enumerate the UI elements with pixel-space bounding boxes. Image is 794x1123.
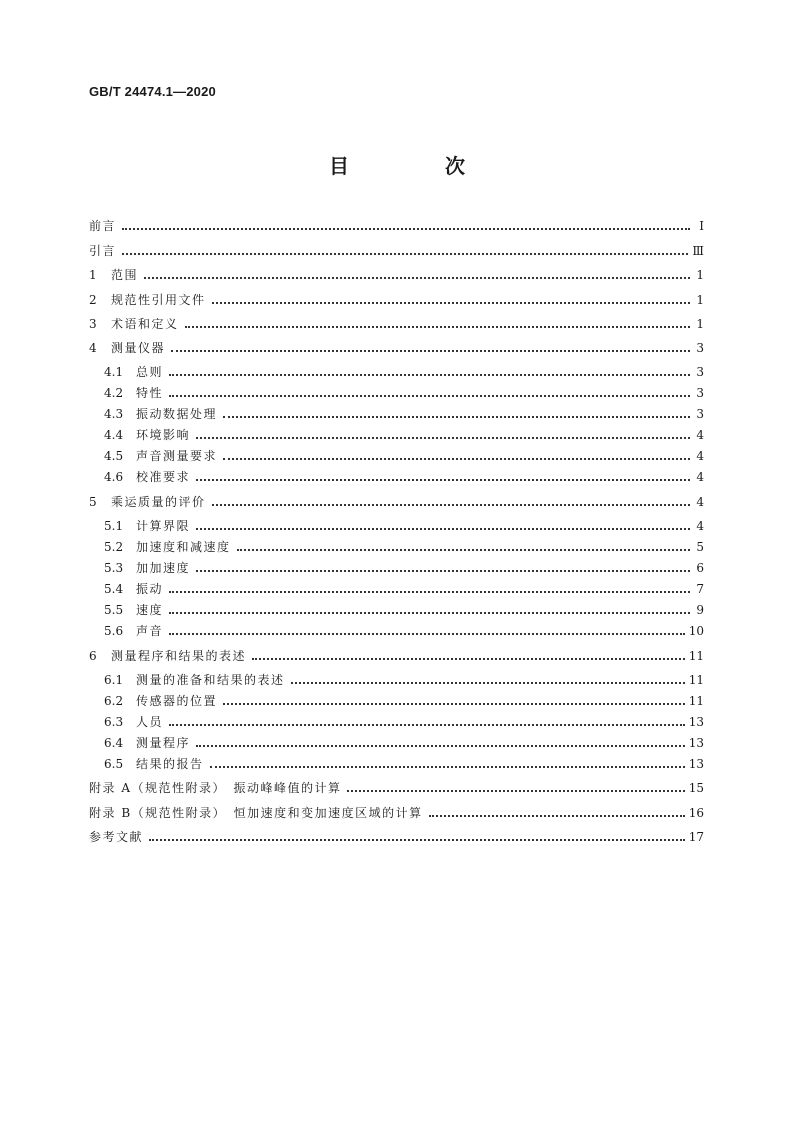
toc-entry-page: 3	[696, 365, 704, 379]
toc-entry-number: 6.5	[104, 757, 124, 771]
toc-entry-page: 11	[688, 694, 704, 708]
toc-entry-5-2[interactable]	[104, 539, 704, 555]
toc-entry-number: 4.4	[104, 428, 124, 442]
toc-entry-4-5[interactable]	[104, 448, 704, 464]
toc-entry-page: 4	[696, 470, 704, 484]
toc-entry-label: 振动	[136, 582, 164, 596]
toc-entry-number: 2	[89, 293, 97, 307]
dot-leader	[169, 724, 685, 726]
toc-entry-page: 11	[688, 649, 704, 663]
dot-leader	[210, 766, 685, 768]
page-title: 目 次	[329, 154, 503, 178]
toc-entry-2[interactable]	[89, 292, 704, 308]
toc-entry-page: 4	[696, 519, 704, 533]
toc-entry-page: 3	[696, 386, 704, 400]
toc-entry-page: 10	[688, 624, 704, 638]
toc-entry-4-6[interactable]	[104, 469, 704, 485]
dot-leader	[212, 504, 690, 506]
dot-leader	[196, 528, 690, 530]
toc-entry-label: 环境影响	[136, 428, 191, 442]
toc-entry-number: 1	[89, 268, 97, 282]
dot-leader	[122, 253, 688, 255]
toc-entry-label: 校准要求	[136, 470, 191, 484]
toc-entry-3[interactable]	[89, 316, 704, 332]
toc-entry-introduction[interactable]	[89, 243, 704, 259]
toc-entry-4-3[interactable]	[104, 406, 704, 422]
toc-entry-number: 5.5	[104, 603, 124, 617]
toc-entry-number: 4.3	[104, 407, 124, 421]
toc-entry-annex-a[interactable]	[89, 780, 704, 796]
toc-entry-page: 13	[688, 736, 704, 750]
toc-entry-number: 4	[89, 341, 97, 355]
toc-entry-label: 引言	[89, 244, 117, 258]
toc-entry-label: 总则	[136, 365, 164, 379]
dot-leader	[237, 549, 690, 551]
toc-entry-label: 测量程序	[136, 736, 191, 750]
toc-entry-label: 加加速度	[136, 561, 191, 575]
dot-leader	[223, 458, 690, 460]
toc-entry-page: 13	[688, 757, 704, 771]
toc-entry-number: 3	[89, 317, 97, 331]
toc-entry-5-5[interactable]	[104, 602, 704, 618]
toc-entry-label: 乘运质量的评价	[111, 495, 206, 509]
toc-entry-5-3[interactable]	[104, 560, 704, 576]
toc-entry-number: 6.2	[104, 694, 124, 708]
toc-entry-bibliography[interactable]	[89, 829, 704, 845]
toc-entry-label: 前言	[89, 219, 117, 233]
toc-entry-number: 6	[89, 649, 97, 663]
toc-entry-page: 1	[696, 317, 704, 331]
toc-entry-label: 附录 B（规范性附录） 恒加速度和变加速度区域的计算	[89, 806, 423, 820]
dot-leader	[196, 437, 690, 439]
dot-leader	[223, 416, 690, 418]
toc-entry-number: 4.5	[104, 449, 124, 463]
toc-entry-page: 3	[696, 407, 704, 421]
dot-leader	[122, 228, 690, 230]
toc-entry-number: 5.6	[104, 624, 124, 638]
dot-leader	[223, 703, 685, 705]
toc-entry-label: 速度	[136, 603, 164, 617]
toc-entry-label: 测量仪器	[111, 341, 166, 355]
dot-leader	[212, 302, 690, 304]
dot-leader	[171, 350, 690, 352]
toc-entry-label: 参考文献	[89, 830, 144, 844]
dot-leader	[347, 790, 684, 792]
dot-leader	[169, 591, 690, 593]
toc-entry-label: 加速度和减速度	[136, 540, 231, 554]
toc-entry-number: 6.3	[104, 715, 124, 729]
toc-entry-label: 声音	[136, 624, 164, 638]
toc-entry-number: 5.1	[104, 519, 124, 533]
dot-leader	[169, 612, 690, 614]
toc-entry-label: 测量程序和结果的表述	[111, 649, 247, 663]
toc-entry-foreword[interactable]	[89, 218, 704, 234]
toc-entry-page: 11	[688, 673, 704, 687]
toc-entry-label: 术语和定义	[111, 317, 179, 331]
toc-entry-label: 范围	[111, 268, 139, 282]
toc-entry-page: Ⅰ	[699, 219, 704, 233]
toc-entry-label: 附录 A（规范性附录） 振动峰峰值的计算	[89, 781, 342, 795]
toc-entry-page: 1	[696, 268, 704, 282]
toc-entry-label: 规范性引用文件	[111, 293, 206, 307]
dot-leader	[252, 658, 685, 660]
dot-leader	[149, 839, 685, 841]
standard-code: GB/T 24474.1—2020	[89, 84, 216, 99]
toc-entry-label: 振动数据处理	[136, 407, 218, 421]
toc-entry-page: 16	[688, 806, 704, 820]
dot-leader	[196, 570, 690, 572]
toc-entry-annex-b[interactable]	[89, 805, 704, 821]
toc-entry-1[interactable]	[89, 267, 704, 283]
toc-entry-label: 传感器的位置	[136, 694, 218, 708]
toc-entry-5-1[interactable]	[104, 518, 704, 534]
dot-leader	[196, 745, 685, 747]
toc-entry-number: 5	[89, 495, 97, 509]
toc-entry-6-1[interactable]	[104, 672, 704, 688]
toc-entry-page: 6	[696, 561, 704, 575]
toc-entry-label: 特性	[136, 386, 164, 400]
dot-leader	[185, 326, 690, 328]
toc-entry-page: 3	[696, 341, 704, 355]
toc-entry-page: 5	[696, 540, 704, 554]
toc-entry-4-1[interactable]	[104, 364, 704, 380]
toc-entry-4-2[interactable]	[104, 385, 704, 401]
toc-entry-page: 7	[696, 582, 704, 596]
toc-entry-number: 5.3	[104, 561, 124, 575]
toc-entry-6-2[interactable]	[104, 693, 704, 709]
toc-entry-6-4[interactable]	[104, 735, 704, 751]
dot-leader	[196, 479, 690, 481]
toc-entry-6[interactable]	[89, 648, 704, 664]
toc-entry-page: 4	[696, 449, 704, 463]
toc-entry-4[interactable]	[89, 340, 704, 356]
toc-entry-page: Ⅲ	[692, 244, 704, 258]
dot-leader	[429, 815, 685, 817]
toc-entry-number: 6.1	[104, 673, 124, 687]
toc-entry-number: 5.2	[104, 540, 124, 554]
toc-entry-label: 人员	[136, 715, 164, 729]
dot-leader	[169, 633, 685, 635]
toc-entry-number: 4.1	[104, 365, 124, 379]
dot-leader	[169, 374, 690, 376]
toc-entry-page: 4	[696, 428, 704, 442]
toc-entry-5-4[interactable]	[104, 581, 704, 597]
toc-entry-page: 1	[696, 293, 704, 307]
toc-entry-number: 6.4	[104, 736, 124, 750]
dot-leader	[144, 277, 690, 279]
toc-entry-label: 测量的准备和结果的表述	[136, 673, 285, 687]
toc-entry-6-3[interactable]	[104, 714, 704, 730]
toc-entry-4-4[interactable]	[104, 427, 704, 443]
toc-entry-label: 声音测量要求	[136, 449, 218, 463]
toc-entry-page: 9	[696, 603, 704, 617]
toc-entry-page: 17	[688, 830, 704, 844]
toc-entry-6-5[interactable]	[104, 756, 704, 772]
dot-leader	[169, 395, 690, 397]
toc-entry-label: 结果的报告	[136, 757, 204, 771]
toc-entry-5[interactable]	[89, 494, 704, 510]
toc-entry-page: 15	[688, 781, 704, 795]
toc-entry-page: 4	[696, 495, 704, 509]
toc-entry-number: 4.6	[104, 470, 124, 484]
toc-entry-label: 计算界限	[136, 519, 191, 533]
dot-leader	[291, 682, 685, 684]
toc-entry-5-6[interactable]	[104, 623, 704, 639]
toc-entry-number: 5.4	[104, 582, 124, 596]
toc-entry-page: 13	[688, 715, 704, 729]
toc-entry-number: 4.2	[104, 386, 124, 400]
